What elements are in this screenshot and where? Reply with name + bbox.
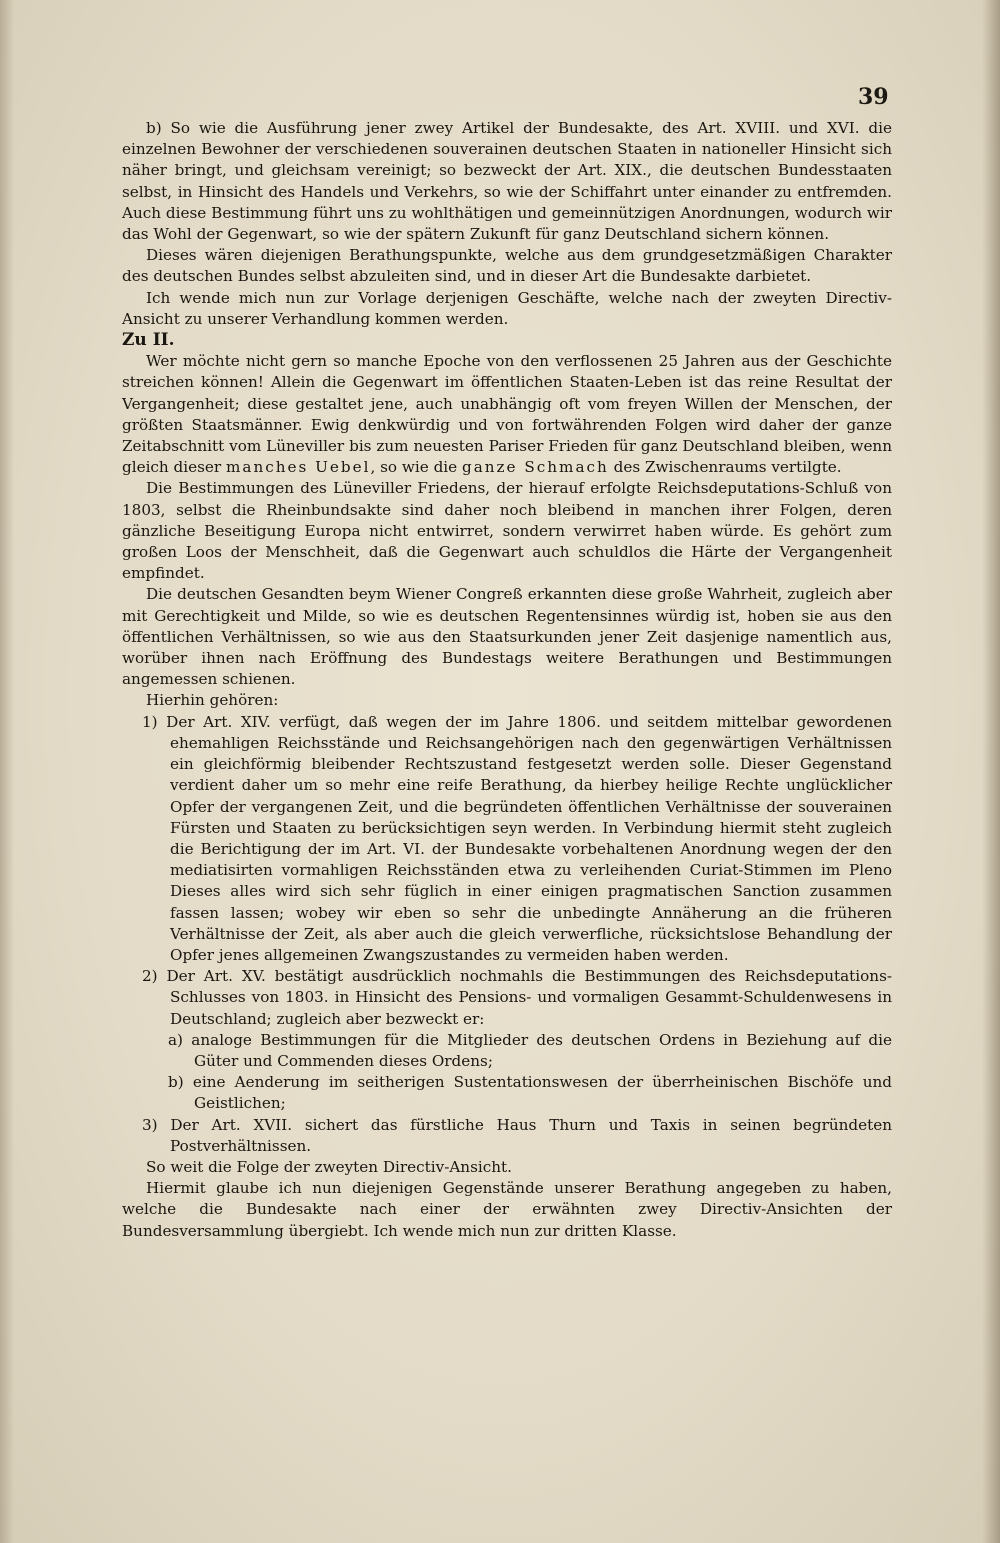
sub-list-item: b) eine Aenderung im seitherigen Sustentationswesen der überrheinischen Bischöfe und Geistlichen;: [168, 1073, 892, 1113]
paragraph-so-weit: So weit die Folge der zweyten Directiv-Ansicht.: [146, 1157, 512, 1176]
end-text: des Zwischenraums vertilgte.: [608, 458, 842, 477]
sub-list-item: a) analoge Bestimmungen für die Mitglieder des deutschen Ordens in Beziehung auf die Güter und Commenden dieses Ordens;: [168, 1030, 892, 1070]
paragraph-b: b) So wie die Ausführung jener zwey Artikel der Bundesakte, des Art. XVIII. und XVI. die einzelnen Bewohner der verschiedenen souverainen deutschen Staaten in nationeller Hinsicht sich näher bringt, und gleichsam vereinigt; so bezweckt der Art. XIX., die deutschen Bundesstaaten selbst, in Hinsicht des Handels und Verkehrs, so wie der Schiffahrt unter einander zu entfremden. Auch diese Bestimmung führt uns zu wohlthätigen und gemeinnützigen Anordnungen, wodurch wir das Wohl der Gegenwart, so wie der spätern Zukunft für ganz Deutschland sichern können.: [122, 119, 892, 244]
list-item: 2) Der Art. XV. bestätigt ausdrücklich nochmahls die Bestimmungen des Reichsdeputations-Schlusses von 1803. in Hinsicht des Pensions- und vormaligen Gesammt-Schuldenwesens in Deutschland; zugleich aber bezweckt er:: [142, 967, 892, 1028]
paragraph-epoche: [122, 351, 892, 478]
page-number: 39: [858, 84, 889, 110]
epoche-text: Wer möchte nicht gern so manche Epoche von den verflossenen 25 Jahren aus der Geschichte streichen können! Allein die Gegenwart im öffentlichen Staaten-Leben ist das reine Resultat der Vergangenheit; diese gestaltet jene, auch unabhängig oft vom freyen Willen der Menschen, der größten Staatsmänner. Ewig denkwürdig und von fortwährenden Folgen wird daher der ganze Zeitabschnitt vom Lüneviller bis zum neuesten Pariser Frieden für ganz Deutschland bleiben, wenn gleich dieser: [122, 352, 892, 477]
section-heading: Zu II.: [122, 330, 175, 351]
paragraph-vorlage: Ich wende mich nun zur Vorlage derjenigen Geschäfte, welche nach der zweyten Directiv-Ansicht zu unserer Verhandlung kommen werden.: [122, 288, 892, 328]
spaced-phrase-uebel: manches Uebel: [225, 458, 371, 477]
body-text: [122, 118, 892, 1242]
spaced-phrase-schmach: ganze Schmach: [461, 458, 609, 477]
paragraph-hiermit: Hiermit glaube ich nun diejenigen Gegenstände unserer Berathung angegeben zu haben, welche die Bundesakte nach einer der erwähnten zwey Directiv-Ansichten der Bundesversammlung übergiebt. Ich wende mich nun zur dritten Klasse.: [122, 1179, 892, 1240]
paragraph-wiener-congress: Die deutschen Gesandten beym Wiener Congreß erkannten diese große Wahrheit, zugleich aber mit Gerechtigkeit und Milde, so wie es deutschen Regentensinnes würdig ist, hoben sie aus den öffentlichen Verhältnissen, so wie aus den Staatsurkunden jener Zeit dasjenige namentlich aus, worüber ihnen nach Eröffnung des Bundestags weitere Berathungen und Bestimmungen angemessen schienen.: [122, 585, 892, 689]
paragraph-berathungspunkte: Dieses wären diejenigen Berathungspunkte, welche aus dem grundgesetzmäßigen Charakter des deutschen Bundes selbst abzuleiten sind, und in dieser Art die Bundesakte darbietet.: [122, 246, 892, 286]
list-item: 1) Der Art. XIV. verfügt, daß wegen der im Jahre 1806. und seitdem mittelbar gewordenen ehemahligen Reichsstände und Reichsangehörigen nach den gegenwärtigen Verhältnissen ein gleichförmig bleibender Rechtszustand festgesetzt werden solle. Dieser Gegenstand verdient daher um so mehr eine reife Berathung, da hierbey heilige Rechte unglücklicher Opfer der vergangenen Zeit, und die begründeten öffentlichen Verhältnisse der souverainen Fürsten und Staaten zu berücksichtigen seyn werden. In Verbindung hiermit steht zugleich die Berichtigung der im Art. VI. der Bundesakte vorbehaltenen Anordnung wegen der den mediatisirten vormahligen Reichsständen etwa zu verleihenden Curiat-Stimmen im Pleno Dieses alles wird sich sehr füglich in einer einigen pragmatischen Sanction zusammen fassen lassen; wobey wir eben so sehr die unbedingte Annäherung an die früheren Verhältnisse der Zeit, als aber auch die gleich verwerfliche, rücksichtslose Behandlung der Opfer jenes allgemeinen Zwangszustandes zu vermeiden haben werden.: [142, 712, 892, 964]
list-item: 3) Der Art. XVII. sichert das fürstliche Haus Thurn und Taxis in seinen begründeten Postverhältnissen.: [142, 1115, 892, 1155]
page-edge-shadow-left: [0, 0, 14, 1543]
page-edge-shadow-right: [982, 0, 1000, 1543]
paragraph-lueneviller: Die Bestimmungen des Lüneviller Friedens, der hierauf erfolgte Reichsdeputations-Schluß von 1803, selbst die Rheinbundsakte sind daher noch bleibend in manchen ihrer Folgen, deren gänzliche Beseitigung Europa nicht entwirret, sondern verwirret haben würde. Es gehört zum großen Loos der Menschheit, daß die Gegenwart auch schuldlos die Härte der Vergangenheit empfindet.: [122, 479, 892, 583]
mid-text: , so wie die: [370, 458, 458, 477]
paragraph-hierhin: Hierhin gehören:: [146, 691, 279, 710]
